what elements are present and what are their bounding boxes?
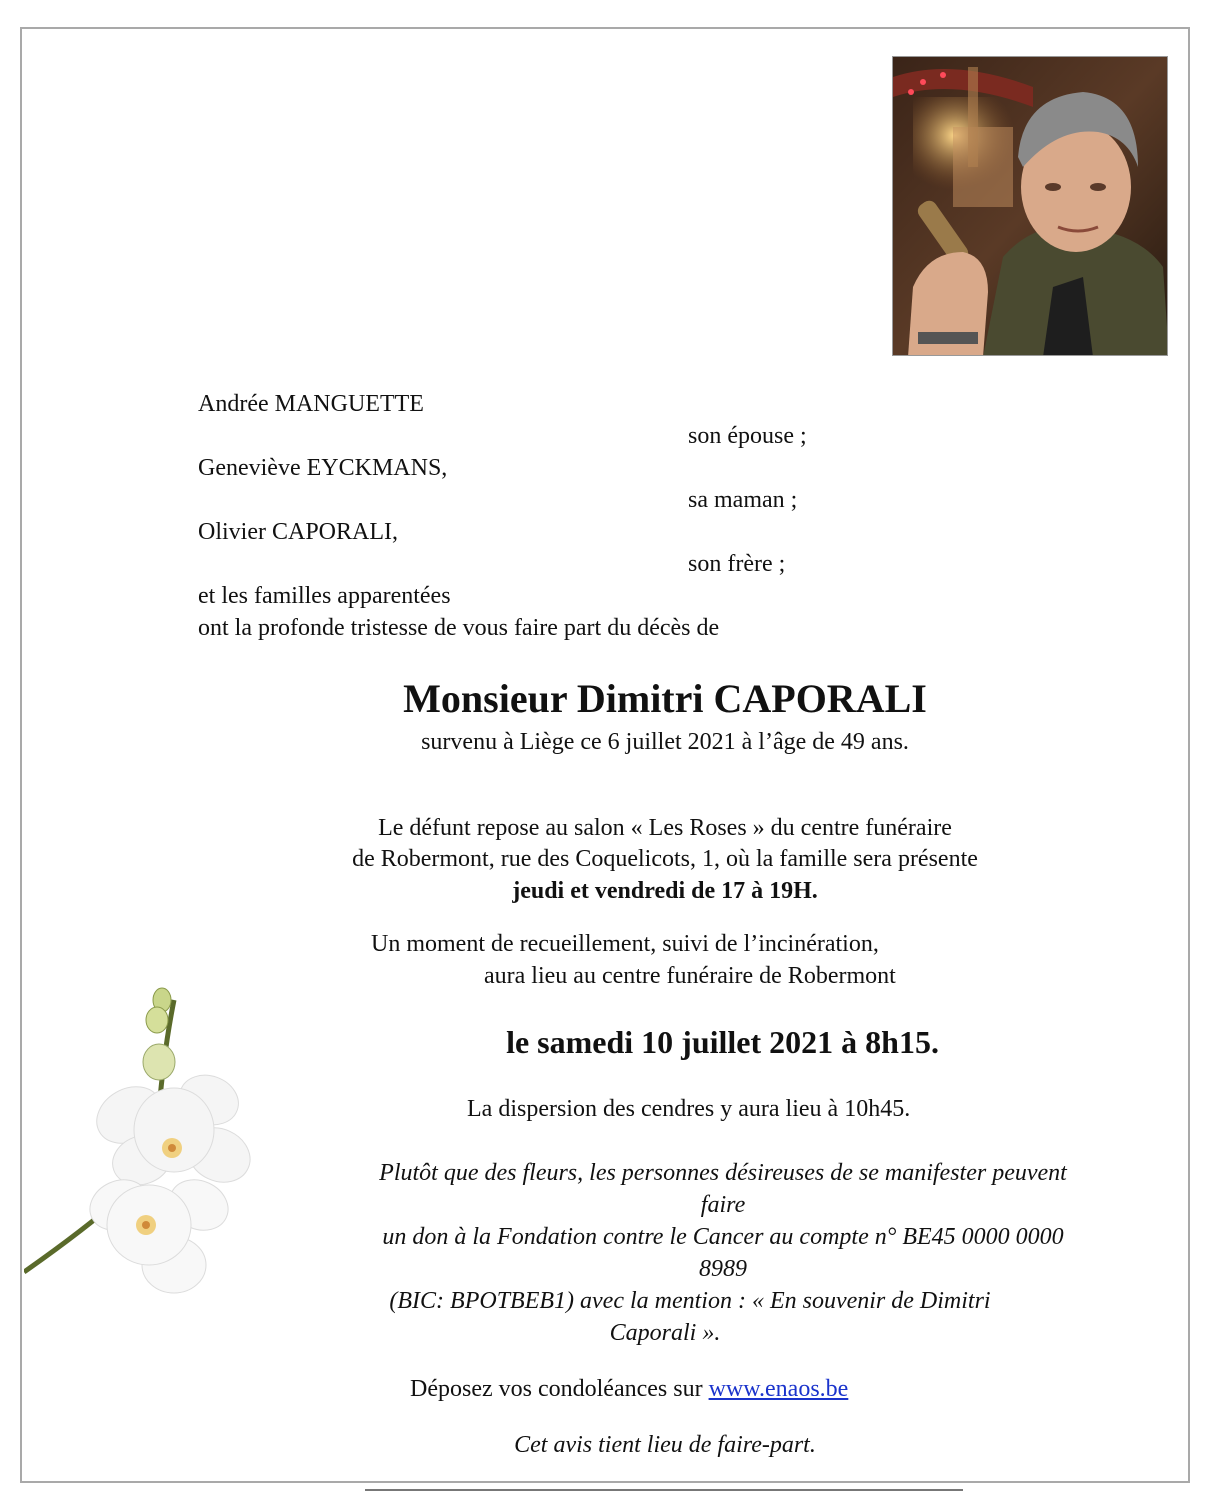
visitation-line-2: de Robermont, rue des Coquelicots, 1, où la famille sera présente — [352, 846, 978, 872]
family-role-brother: son frère ; — [688, 551, 786, 577]
condolences-link[interactable]: www.enaos.be — [708, 1376, 849, 1402]
family-line-wife: Andrée MANGUETTE — [198, 391, 424, 417]
donation-line-5: (BIC: BPOTBEB1) avec la mention : « En souvenir de Dimitri — [389, 1288, 991, 1314]
condolences-text: Déposez vos condoléances sur — [410, 1376, 709, 1402]
deceased-details: survenu à Liège ce 6 juillet 2021 à l’âge de 49 ans. — [421, 729, 909, 755]
donation-line-1: Plutôt que des fleurs, les personnes désireuses de se manifester peuvent — [379, 1160, 1067, 1186]
announcement-line: ont la profonde tristesse de vous faire part du décès de — [198, 615, 720, 641]
family-role-wife: son épouse ; — [688, 423, 807, 449]
family-line-relatives: et les familles apparentées — [198, 583, 451, 609]
family-line-brother: Olivier CAPORALI, — [198, 519, 398, 545]
ceremony-line-2: aura lieu au centre funéraire de Robermont — [484, 963, 896, 989]
donation-line-2: faire — [700, 1192, 746, 1218]
donation-line-3: un don à la Fondation contre le Cancer au compte n° BE45 0000 0000 — [382, 1224, 1064, 1250]
ceremony-line-1: Un moment de recueillement, suivi de l’incinération, — [371, 931, 879, 957]
visitation-line-1: Le défunt repose au salon « Les Roses » du centre funéraire — [378, 815, 952, 841]
donation-line-6: Caporali ». — [609, 1320, 721, 1346]
condolences-line — [410, 1373, 848, 1405]
dispersion-line: La dispersion des cendres y aura lieu à 10h45. — [467, 1096, 911, 1122]
family-line-mother: Geneviève EYCKMANS, — [198, 455, 448, 481]
orchid-icon — [24, 980, 290, 1310]
ceremony-date: le samedi 10 juillet 2021 à 8h15. — [506, 1024, 939, 1060]
deceased-name: Monsieur Dimitri CAPORALI — [403, 676, 927, 721]
visitation-hours: jeudi et vendredi de 17 à 19H. — [512, 878, 818, 904]
portrait-photo — [892, 56, 1168, 356]
bottom-divider — [365, 1489, 963, 1491]
family-role-mother: sa maman ; — [688, 487, 798, 513]
footer-note: Cet avis tient lieu de faire-part. — [514, 1432, 816, 1458]
donation-line-4: 8989 — [699, 1256, 747, 1282]
